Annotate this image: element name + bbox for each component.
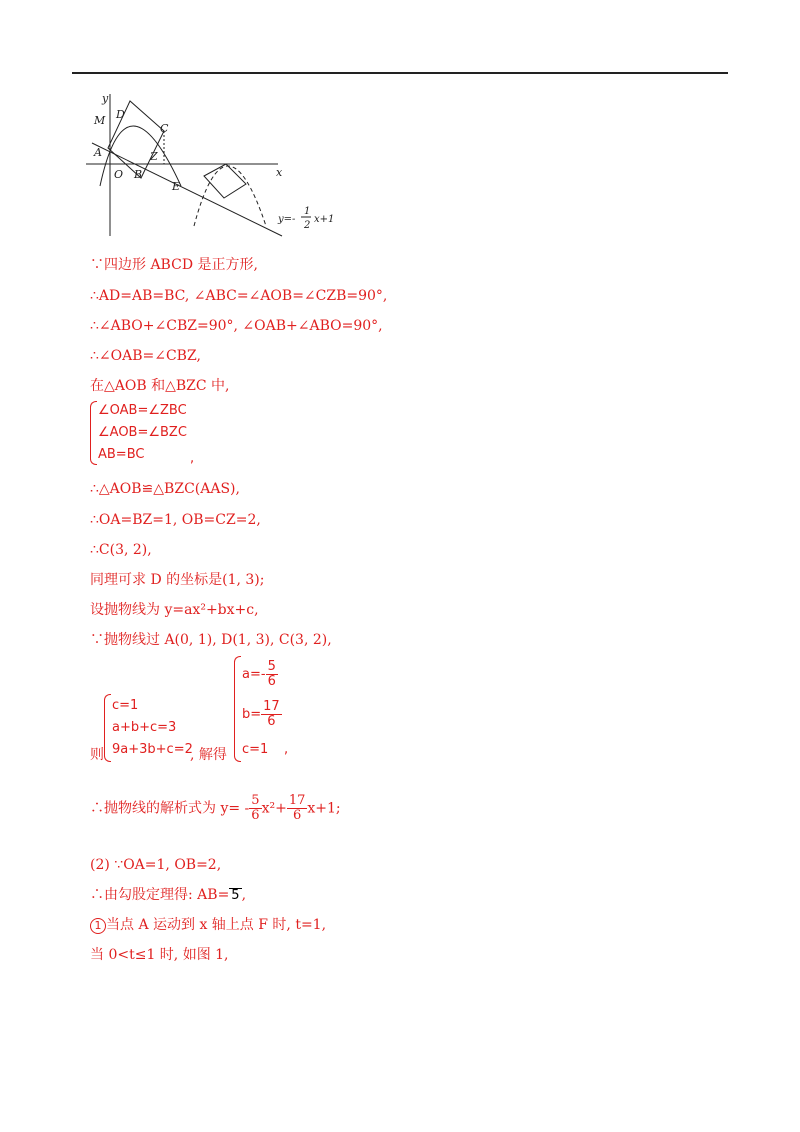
line-y-eq <box>92 143 282 236</box>
line-7: ∴OA=BZ=1, OB=CZ=2, <box>90 512 261 528</box>
system2-row-2: a+b+c=3 <box>112 720 177 735</box>
circled-number-icon: 1 <box>90 918 106 934</box>
label-B: B <box>134 168 143 181</box>
label-O: O <box>114 168 124 181</box>
coordinate-figure <box>86 86 346 246</box>
line-2: ∴AD=AB=BC, ∠ABC=∠AOB=∠CZB=90°, <box>90 288 388 304</box>
label-A: A <box>94 146 102 159</box>
system1-row-2: ∠AOB=∠BZC <box>98 425 187 440</box>
line-6: ∴△AOB≌△BZC(AAS), <box>90 481 240 497</box>
system2-prefix: 则 <box>90 747 104 763</box>
sys3-a-frac: $\frac{5}{6}$ <box>267 659 276 689</box>
equation-system-3 <box>234 656 314 762</box>
equation-system-1 <box>90 401 230 465</box>
line-eq-suffix: x+1 <box>314 214 335 225</box>
line-14: 1 当点 A 运动到 x 轴上点 F 时, t=1, <box>90 916 326 934</box>
system1-row-3: AB=BC <box>98 447 145 462</box>
sqrt-5: 5 <box>231 888 240 903</box>
sys3-c: c=1 <box>242 742 269 757</box>
line-3: ∴∠ABO+∠CBZ=90°, ∠OAB+∠ABO=90°, <box>90 318 383 334</box>
line-4: ∴∠OAB=∠CBZ, <box>90 348 201 364</box>
sys3-a-prefix: a=- <box>242 667 266 682</box>
result-frac-1: $\frac{5}{6}$ <box>251 793 260 823</box>
line-eq-num: 1 <box>304 206 311 217</box>
label-y: y <box>102 92 109 105</box>
label-E: E <box>172 180 181 193</box>
system1-row-1: ∠OAB=∠ZBC <box>98 403 187 418</box>
label-M: M <box>94 114 106 127</box>
result-frac-2: $\frac{17}{6}$ <box>288 793 306 823</box>
sys3-b-prefix: b= <box>242 707 262 722</box>
line-5: 在△AOB 和△BZC 中, <box>90 378 230 394</box>
header-rule <box>72 72 728 74</box>
sys3-trail: , <box>284 742 289 757</box>
line-eq-den: 2 <box>304 220 311 231</box>
equation-system-2 <box>104 694 204 762</box>
label-C: C <box>160 122 169 135</box>
label-D: D <box>116 108 125 121</box>
system2-row-1: c=1 <box>112 698 139 713</box>
line-13: ∴由勾股定理得: AB= 5 , <box>90 887 247 903</box>
line-1: ∵四边形 ABCD 是正方形, <box>90 257 258 273</box>
label-x: x <box>276 166 283 179</box>
line-10: 设抛物线为 y=ax²+bx+c, <box>90 602 259 618</box>
system2-middle: , 解得 <box>190 747 227 763</box>
line-8: ∴C(3, 2), <box>90 542 152 558</box>
system2-row-3: 9a+3b+c=2 <box>112 742 193 757</box>
line-eq-prefix: y=- <box>278 214 296 225</box>
line-9: 同理可求 D 的坐标是(1, 3); <box>90 572 265 588</box>
sys3-b-frac: $\frac{17}{6}$ <box>263 699 280 729</box>
label-Z: Z <box>150 150 158 163</box>
result-line: ∴抛物线的解析式为 y= - $\frac{5}{6}$ x²+ $\frac{17}{6}$ x+1; <box>90 793 341 823</box>
system1-trail: , <box>190 451 195 466</box>
line-11: ∵抛物线过 A(0, 1), D(1, 3), C(3, 2), <box>90 632 332 648</box>
square-moved <box>204 164 246 198</box>
line-15: 当 0<t≤1 时, 如图 1, <box>90 947 229 963</box>
line-12: (2) ∵OA=1, OB=2, <box>90 857 222 873</box>
